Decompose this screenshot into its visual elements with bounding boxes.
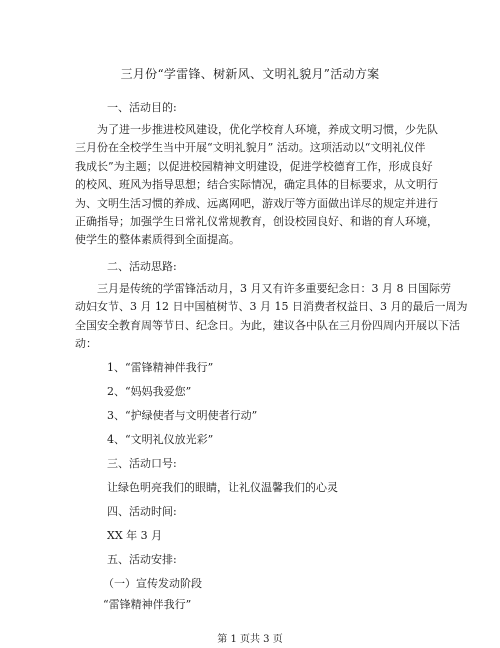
time-text: XX 年 3 月 xyxy=(107,529,163,542)
section-3-heading: 三、活动口号: xyxy=(107,457,177,470)
activity-item-2: 2、“妈妈我爱您” xyxy=(107,385,192,398)
section-2-heading: 二、活动思路: xyxy=(107,260,177,273)
activity-item-1: 1、“雷锋精神伴我行” xyxy=(107,361,214,374)
section-1-heading: 一、活动目的: xyxy=(107,101,177,114)
paragraph-line: 动： xyxy=(75,337,97,351)
paragraph-line: 正确指导；加强学生日常礼仪常规教育，创设校园良好、和谐的育人环境， xyxy=(75,215,438,229)
section-1-paragraph xyxy=(75,121,438,250)
activity-item-3: 3、“护绿使者与文明使者行动” xyxy=(107,409,258,422)
paragraph-line: 的校风、班风为指导思想；结合实际情况，确定具体的目标要求，从文明行 xyxy=(75,178,438,192)
document-title: 三月份“学雷锋、树新风、文明礼貌月”活动方案 xyxy=(120,67,380,81)
page-footer: 第 1 页共 3 页 xyxy=(217,634,283,645)
slogan-text: 让绿色明亮我们的眼睛，让礼仪温馨我们的心灵 xyxy=(107,481,338,494)
paragraph-line: 动妇女节、3 月 12 日中国植树节、3 月 15 日消费者权益日、3 月的最后一周为 xyxy=(75,300,468,314)
paragraph-line: 为、文明生活习惯的养成、远离网吧，游戏厅等方面做出详尽的规定并进行 xyxy=(75,196,438,210)
paragraph-line: 我成长”为主题；以促进校园精神文明建设，促进学校德育工作，形成良好 xyxy=(75,159,433,173)
paragraph-line: 三月是传统的学雷锋活动月，3 月又有许多重要纪念日：3 月 8 日国际劳 xyxy=(97,282,451,295)
section-4-heading: 四、活动时间: xyxy=(107,505,177,518)
paragraph-line: 三月份在全校学生当中开展“文明礼貌月” 活动。这项活动以“文明礼仪伴 xyxy=(75,141,426,155)
activity-item-4: 4、“文明礼仪放光彩” xyxy=(107,433,214,446)
paragraph-line: 为了进一步推进校风建设，优化学校育人环境，养成文明习惯，少先队 xyxy=(97,123,438,136)
section-2-paragraph xyxy=(75,280,468,354)
phase-1-item: “雷锋精神伴我行” xyxy=(103,598,192,611)
paragraph-line: 全国安全教育周等节日、纪念日。为此，建议各中队在三月份四周内开展以下活 xyxy=(75,318,460,332)
phase-1-heading: （一）宣传发动阶段 xyxy=(103,577,202,590)
paragraph-line: 使学生的整体素质得到全面提高。 xyxy=(75,233,240,247)
section-5-heading: 五、活动安排: xyxy=(107,553,177,566)
